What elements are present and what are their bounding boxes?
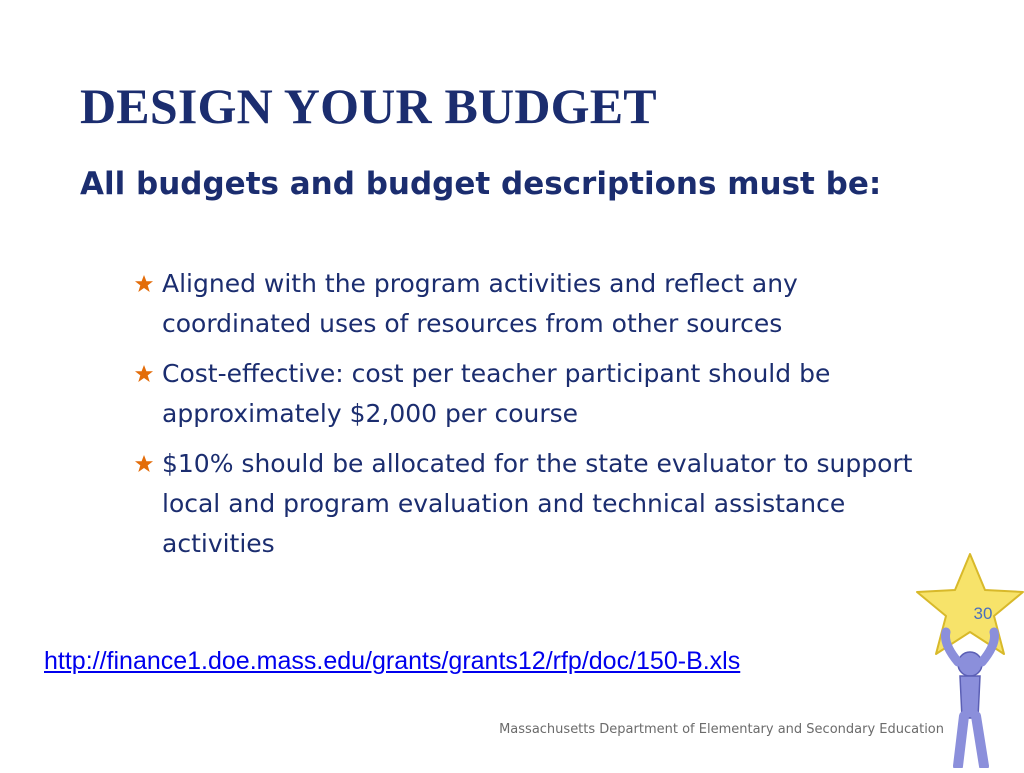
budget-spreadsheet-link[interactable]: http://finance1.doe.mass.edu/grants/grants12/rfp/doc/150-B.xls	[44, 647, 741, 675]
bullet-text: $10% should be allocated for the state evaluator to support local and program evaluation and technical assistance activities	[162, 449, 913, 558]
bullet-item	[134, 354, 944, 434]
footer-text: Massachusetts Department of Elementary and Secondary Education	[499, 722, 944, 737]
page-number: 30	[973, 604, 993, 623]
star-icon	[134, 444, 162, 484]
slide-title: DESIGN YOUR BUDGET	[80, 78, 657, 134]
star-icon	[134, 354, 162, 394]
bullet-text: Aligned with the program activities and reflect any coordinated uses of resources from other sources	[162, 269, 798, 338]
subheading: All budgets and budget descriptions must be:	[80, 166, 882, 202]
bullet-item	[134, 264, 944, 344]
bullet-item	[134, 444, 944, 564]
bullet-text: Cost-effective: cost per teacher participant should be approximately $2,000 per course	[162, 359, 831, 428]
star-icon	[134, 264, 162, 304]
bullet-list	[134, 264, 944, 574]
